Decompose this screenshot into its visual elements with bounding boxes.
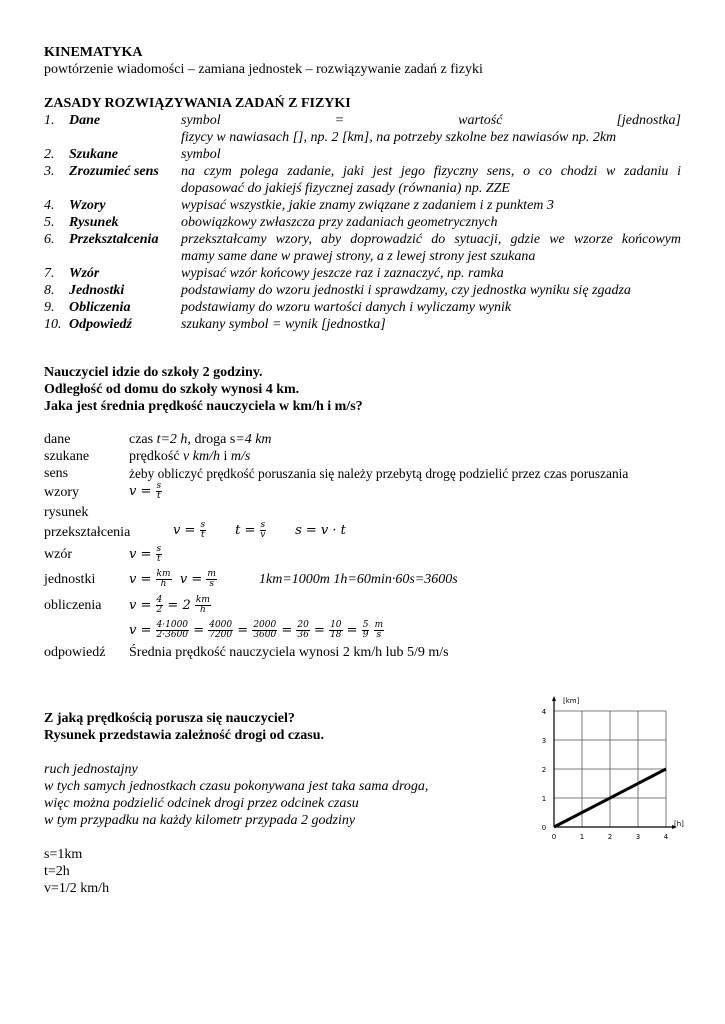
rule-number: 3. (44, 164, 55, 179)
rule-number: 4. (44, 198, 55, 213)
rule-term: Przekształcenia (69, 232, 159, 247)
rule-description: podstawiamy do wzoru jednostki i sprawdzamy, czy jednostka wyniku się zgadza (181, 283, 631, 298)
x-tick-label: 0 (551, 833, 557, 841)
odpowiedz-text: Średnia prędkość nauczyciela wynosi 2 km/h lub 5/9 m/s (129, 645, 449, 660)
odpowiedz-label: odpowiedź (44, 645, 106, 660)
x-tick-label: 1 (579, 833, 585, 841)
dane-value: czas t=2 h, droga s=4 km (129, 432, 272, 447)
szukane-label: szukane (44, 449, 90, 464)
rule-term: Wzory (69, 198, 106, 213)
rysunek-label: rysunek (44, 505, 89, 520)
rule-number: 10. (44, 317, 62, 332)
y-axis-arrow (552, 696, 556, 701)
rule-description: symbol (181, 147, 221, 162)
x-tick-label: 4 (663, 833, 669, 841)
rule-number: 1. (44, 113, 55, 128)
jednostki-conversion: 1km=1000m 1h=60min·60s=3600s (259, 572, 458, 587)
y-tick-label: 2 (541, 766, 547, 774)
problem2-answer-v: v=1/2 km/h (44, 881, 110, 896)
problem1-line-3: Jaka jest średnia prędkość nauczyciela w km/h i m/s? (44, 399, 363, 414)
rule-description: wypisać wszystkie, jakie znamy związane z zadaniem i z punktem 3 (181, 198, 554, 213)
problem1-line-1: Nauczyciel idzie do szkoły 2 godziny. (44, 365, 263, 380)
rule-term: Wzór (69, 266, 100, 281)
x-axis-label: [h] (674, 820, 684, 828)
problem2-note-4: w tym przypadku na każdy kilometr przypada 2 godziny (44, 813, 356, 828)
wzor-label: wzór (44, 547, 72, 562)
sens-label: sens (44, 466, 69, 481)
rule-description: obowiązkowy zwłaszcza przy zadaniach geometrycznych (181, 215, 498, 230)
problem2-answer-t: t=2h (44, 864, 70, 879)
problem1-line-2: Odległość od domu do szkoły wynosi 4 km. (44, 382, 300, 397)
rule-description-continued: mamy same dane w prawej strony, a z lewej strony jest szukana (181, 249, 536, 264)
szukane-value: prędkość v km/h i m/s (129, 449, 251, 464)
problem2-question: Z jaką prędkością porusza się nauczyciel? (44, 711, 295, 726)
przeksztalcenia-formulas: v = $\frac{s}{t}$ t = $\frac{s}{v}$ s = v · t (173, 520, 346, 540)
rule-term: Jednostki (69, 283, 125, 298)
y-tick-label: 4 (541, 708, 547, 716)
rule-number: 2. (44, 147, 55, 162)
rule-description: wypisać wzór końcowy jeszcze raz i zaznaczyć, np. ramka (181, 266, 504, 281)
przeksztalcenia-label: przekształcenia (44, 525, 131, 540)
wzory-formula: v = $\frac{s}{t}$ (129, 481, 162, 501)
rule-description: szukany symbol = wynik [jednostka] (181, 317, 386, 332)
rule-description-continued: dopasować do jakiejś fizycznej zasady (równania) np. ZZE (181, 181, 510, 196)
rule-term: Odpowiedź (69, 317, 132, 332)
obliczenia-label: obliczenia (44, 598, 102, 613)
y-tick-label: 0 (541, 824, 547, 832)
jednostki-formula: v = $\frac{km}{h}$ v = $\frac{m}{s}$ (129, 569, 216, 589)
page-title: KINEMATYKA (44, 45, 143, 60)
y-tick-label: 1 (541, 795, 547, 803)
problem2-answer-s: s=1km (44, 847, 83, 862)
rule-term: Zrozumieć sens (69, 164, 159, 179)
rule-number: 8. (44, 283, 55, 298)
page-subtitle: powtórzenie wiadomości – zamiana jednostek – rozwiązywanie zadań z fizyki (44, 62, 483, 77)
rule-description: symbol = wartość [jednostka] (181, 113, 681, 128)
rule-description: przekształcamy wzory, aby doprowadzić do sytuacji, gdzie we wzorze końcowym (181, 232, 681, 247)
wzory-label: wzory (44, 485, 79, 500)
rule-description: podstawiamy do wzoru wartości danych i wyliczamy wynik (181, 300, 512, 315)
x-tick-label: 3 (635, 833, 641, 841)
y-axis-label: [km] (563, 697, 580, 705)
rule-description-continued: fizycy w nawiasach [], np. 2 [km], na potrzeby szkolne bez nawiasów np. 2km (181, 130, 617, 145)
rule-term: Rysunek (69, 215, 119, 230)
wzor-formula: v = $\frac{s}{t}$ (129, 544, 162, 564)
rule-term: Obliczenia (69, 300, 131, 315)
distance-time-chart (530, 692, 700, 852)
jednostki-label: jednostki (44, 572, 96, 587)
x-tick-label: 2 (607, 833, 613, 841)
rule-number: 5. (44, 215, 55, 230)
obliczenia-formula-1: v = $\frac{4}{2}$ = 2 $\frac{km}{h}$ (129, 595, 210, 615)
dane-label: dane (44, 432, 71, 447)
y-tick-label: 3 (541, 737, 547, 745)
problem2-note-1: ruch jednostajny (44, 762, 138, 777)
rule-term: Szukane (69, 147, 119, 162)
rule-term: Dane (69, 113, 101, 128)
rule-description: na czym polega zadanie, jaki jest jego fizyczny sens, o co chodzi w zadaniu i (181, 164, 681, 179)
rules-title: ZASADY ROZWIĄZYWANIA ZADAŃ Z FIZYKI (44, 96, 351, 111)
problem2-question-2: Rysunek przedstawia zależność drogi od czasu. (44, 728, 325, 743)
problem2-note-2: w tych samych jednostkach czasu pokonywana jest taka sama droga, (44, 779, 429, 794)
rule-number: 6. (44, 232, 55, 247)
problem2-note-3: więc można podzielić odcinek drogi przez odcinek czasu (44, 796, 359, 811)
obliczenia-formula-2: v = $\frac{4\cdot 1000}{2\cdot 3600}$ = $\frac{4000}{7200}$ = $\frac{2000}{3600}$ = $\frac{20}{36}$ = $\frac{10}{18}$ = $\frac{5}{9}$ $\frac{m}{s}$ (129, 620, 384, 640)
rule-number: 9. (44, 300, 55, 315)
sens-text: żeby obliczyć prędkość poruszania się należy przebytą drogę podzielić przez czas poruszania (129, 466, 629, 481)
rule-number: 7. (44, 266, 55, 281)
